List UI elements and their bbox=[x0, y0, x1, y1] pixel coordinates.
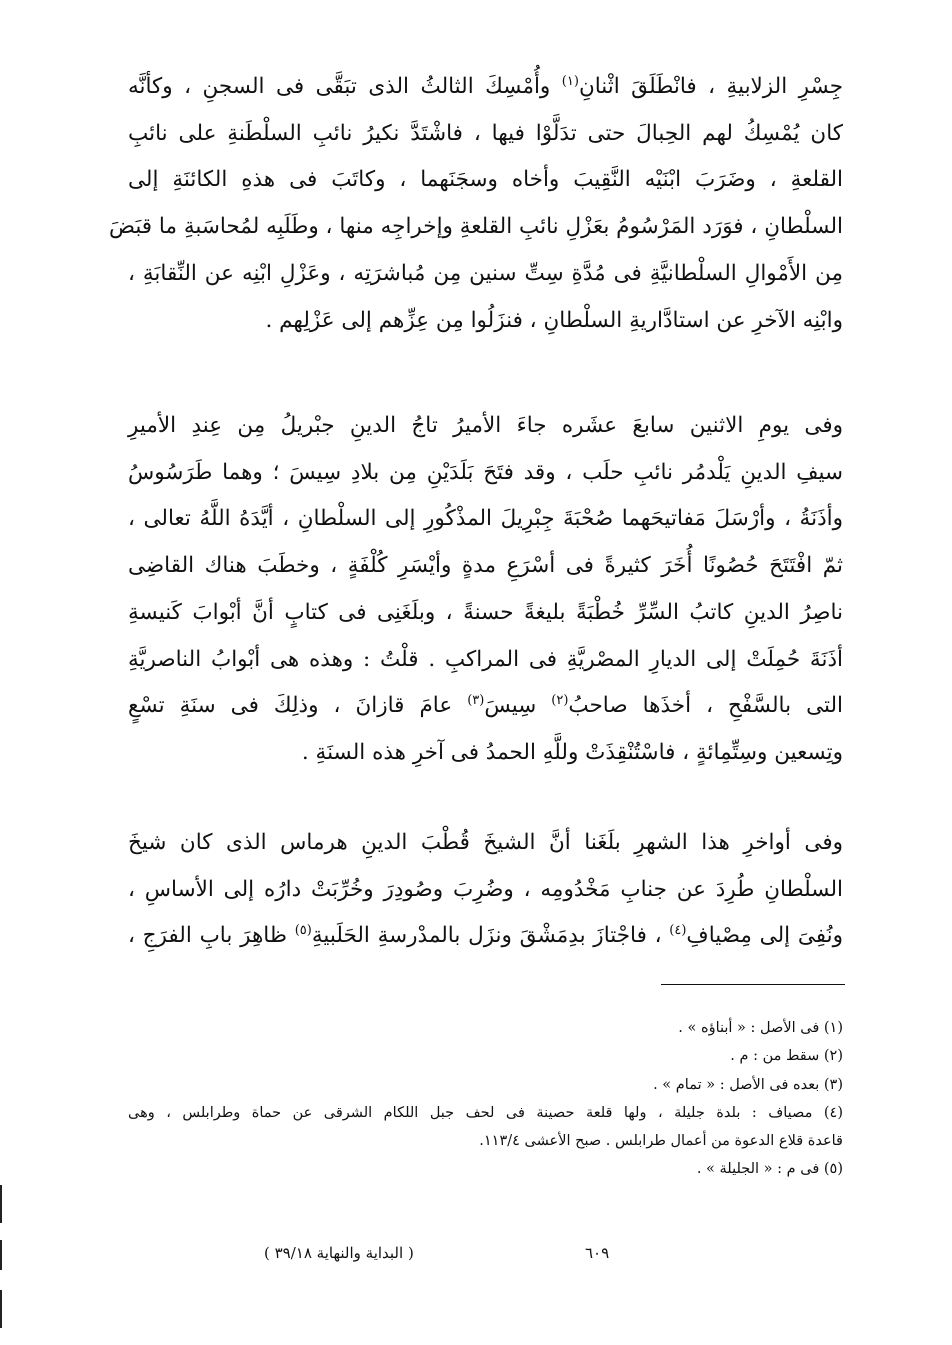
footnote-3: (٣) بعده فى الأصل : « تمام » . bbox=[653, 1076, 843, 1093]
scan-edge-mark bbox=[0, 1185, 2, 1223]
footnote-ref-4: (٤) bbox=[669, 923, 687, 939]
footnote-ref-1: (١) bbox=[561, 73, 579, 89]
footnote-5: (٥) فى م : « الجليلة » . bbox=[696, 1161, 843, 1178]
page-number: ٦٠٩ bbox=[585, 1244, 610, 1262]
paragraph-1 bbox=[108, 64, 843, 344]
scan-edge-mark bbox=[0, 1240, 2, 1270]
text-line: أذَنَةَ حُمِلَتْ إلى الديارِ المصْريَّةِ فى المراكبِ . قلْتُ : وهذه هى أبْوابُ الناصريَّةِ bbox=[128, 646, 843, 672]
footnote-2: (٢) سقط من : م . bbox=[730, 1048, 843, 1065]
footnote-4-continuation: قاعدة قلاع الدعوة من أعمال طرابلس . صبح الأعشى ١١٣/٤. bbox=[479, 1133, 843, 1150]
text-line: السلْطانِ ، فوَرَد المَرْسُومُ بعَزْلِ نائبِ القلعةِ وإخراجِه منها ، وطَلَبِه لمُحاسَبةِ ما قبَضَ bbox=[108, 214, 843, 240]
text-line: القلعةِ ، وضَرَبَ ابْنَيْه النَّقِيبَ وأخاه وسجَنَهما ، وكاتَبَ فى هذهِ الكائنَةِ إلى bbox=[128, 167, 843, 193]
text-line: التى بالسَّفْحِ ، أخذَها صاحبُ$^{(٢)}$ سِيسَ$^{(٣)}$ عامَ قازانَ ، وذلِكَ فى سنَةِ تسْعٍ bbox=[128, 693, 844, 719]
page-footer bbox=[128, 1244, 843, 1268]
text-line: كان يُمْسِكُ لهم الحِبالَ حتى تدَلَّوْا فيها ، فاشْتَدَّ نكيرُ نائبِ السلْطَنةِ على نائبِ bbox=[128, 120, 843, 146]
scan-edge-mark bbox=[0, 1290, 2, 1328]
running-title: ( البداية والنهاية ٣٩/١٨ ) bbox=[264, 1244, 414, 1262]
footnote-ref-3: (٣) bbox=[467, 693, 485, 709]
footnote-separator bbox=[661, 984, 845, 985]
footnote-ref-5: (٥) bbox=[294, 923, 312, 939]
text-line: وفى أواخرِ هذا الشهرِ بلَغَنا أنَّ الشيخَ قُطْبَ الدينِ هرماس الذى كان شيخَ bbox=[128, 830, 843, 855]
text-line: وابْنِه الآخرِ عن استادَّاريةِ السلْطانِ ، فنزَلُوا مِن عِزِّهم إلى عَزْلِهم . bbox=[265, 307, 843, 333]
text-line: ثمّ افْتَتَحَ حُصُونًا أُخَرَ كثيرةً فى أسْرَعِ مدةٍ وأيْسَرِ كُلْفَةٍ ، وخطَبَ هناك القاضِى bbox=[128, 553, 843, 579]
text-line: جِسْرِ الزلابيةِ ، فانْطَلَقَ اثْنانِ$^{(١)}$ وأُمْسِكَ الثالثُ الذى تبَقَّى فى السجنِ ، وكأنَّه bbox=[128, 73, 843, 99]
footnotes bbox=[128, 1014, 843, 1184]
text-line: وأذَنَةُ ، وأرْسَلَ مَفاتيحَهما صُحْبَةَ جِبْرِيلَ المذْكُورِ إلى السلْطانِ ، أيَّدَهُ اللَّهُ تعالى ، bbox=[128, 506, 843, 532]
paragraph-3 bbox=[128, 820, 843, 960]
text-line: السلْطانِ طُرِدَ عن جنابِ مَخْدُومِه ، وضُرِبَ وصُودِرَ وخُرِّبَتْ دارُه إلى الأساسِ ، bbox=[128, 876, 843, 902]
text-line: ونُفِىَ إلى مِصْيافِ$^{(٤)}$ ، فاجْتازَ بدِمَشْقَ ونزَل بالمدْرسةِ الحَلَبيةِ$^{(٥)}$ ظاهِرَ بابِ الفرَجِ ، bbox=[128, 923, 844, 949]
text-line: سيفِ الدينِ يَلْدمُر نائبِ حلَب ، وقد فتَحَ بَلَدَيْنِ مِن بلادِ سِيسَ ؛ وهما طَرَسُوسُ bbox=[128, 459, 843, 485]
paragraph-2 bbox=[128, 403, 843, 777]
text-line: مِن الأَمْوالِ السلْطانيَّةِ فى مُدَّةِ سِتِّ سنين مِن مُباشرَتِه ، وعَزْلِ ابْنِه عن النِّقابَةِ ، bbox=[128, 260, 843, 286]
text-line: وتِسعين وسِتِّمِائةٍ ، فاسْتُنْقِذَتْ وللَّهِ الحمدُ فى آخرِ هذه السنَةِ . bbox=[301, 739, 843, 765]
text-line: وفى يومِ الاثنين سابعَ عشَره جاءَ الأميرُ تاجُ الدينِ جبْريلُ مِن عِندِ الأميرِ bbox=[128, 413, 843, 438]
footnote-1: (١) فى الأصل : « أبناؤه » . bbox=[678, 1020, 843, 1036]
footnote-ref-2: (٢) bbox=[551, 693, 569, 709]
text-line: ناصِرُ الدينِ كاتبُ السِّرِّ خُطْبَةً بليغةً حسنةً ، وبلَغَنِى فى كتابٍ أنَّ أبْوابَ كَنيسةِ bbox=[128, 599, 843, 625]
footnote-4: (٤) مصياف : بلدة جليلة ، ولها قلعة حصينة فى لحف جبل اللكام الشرقى عن حماة وطرابلس ، وهى bbox=[128, 1104, 843, 1121]
